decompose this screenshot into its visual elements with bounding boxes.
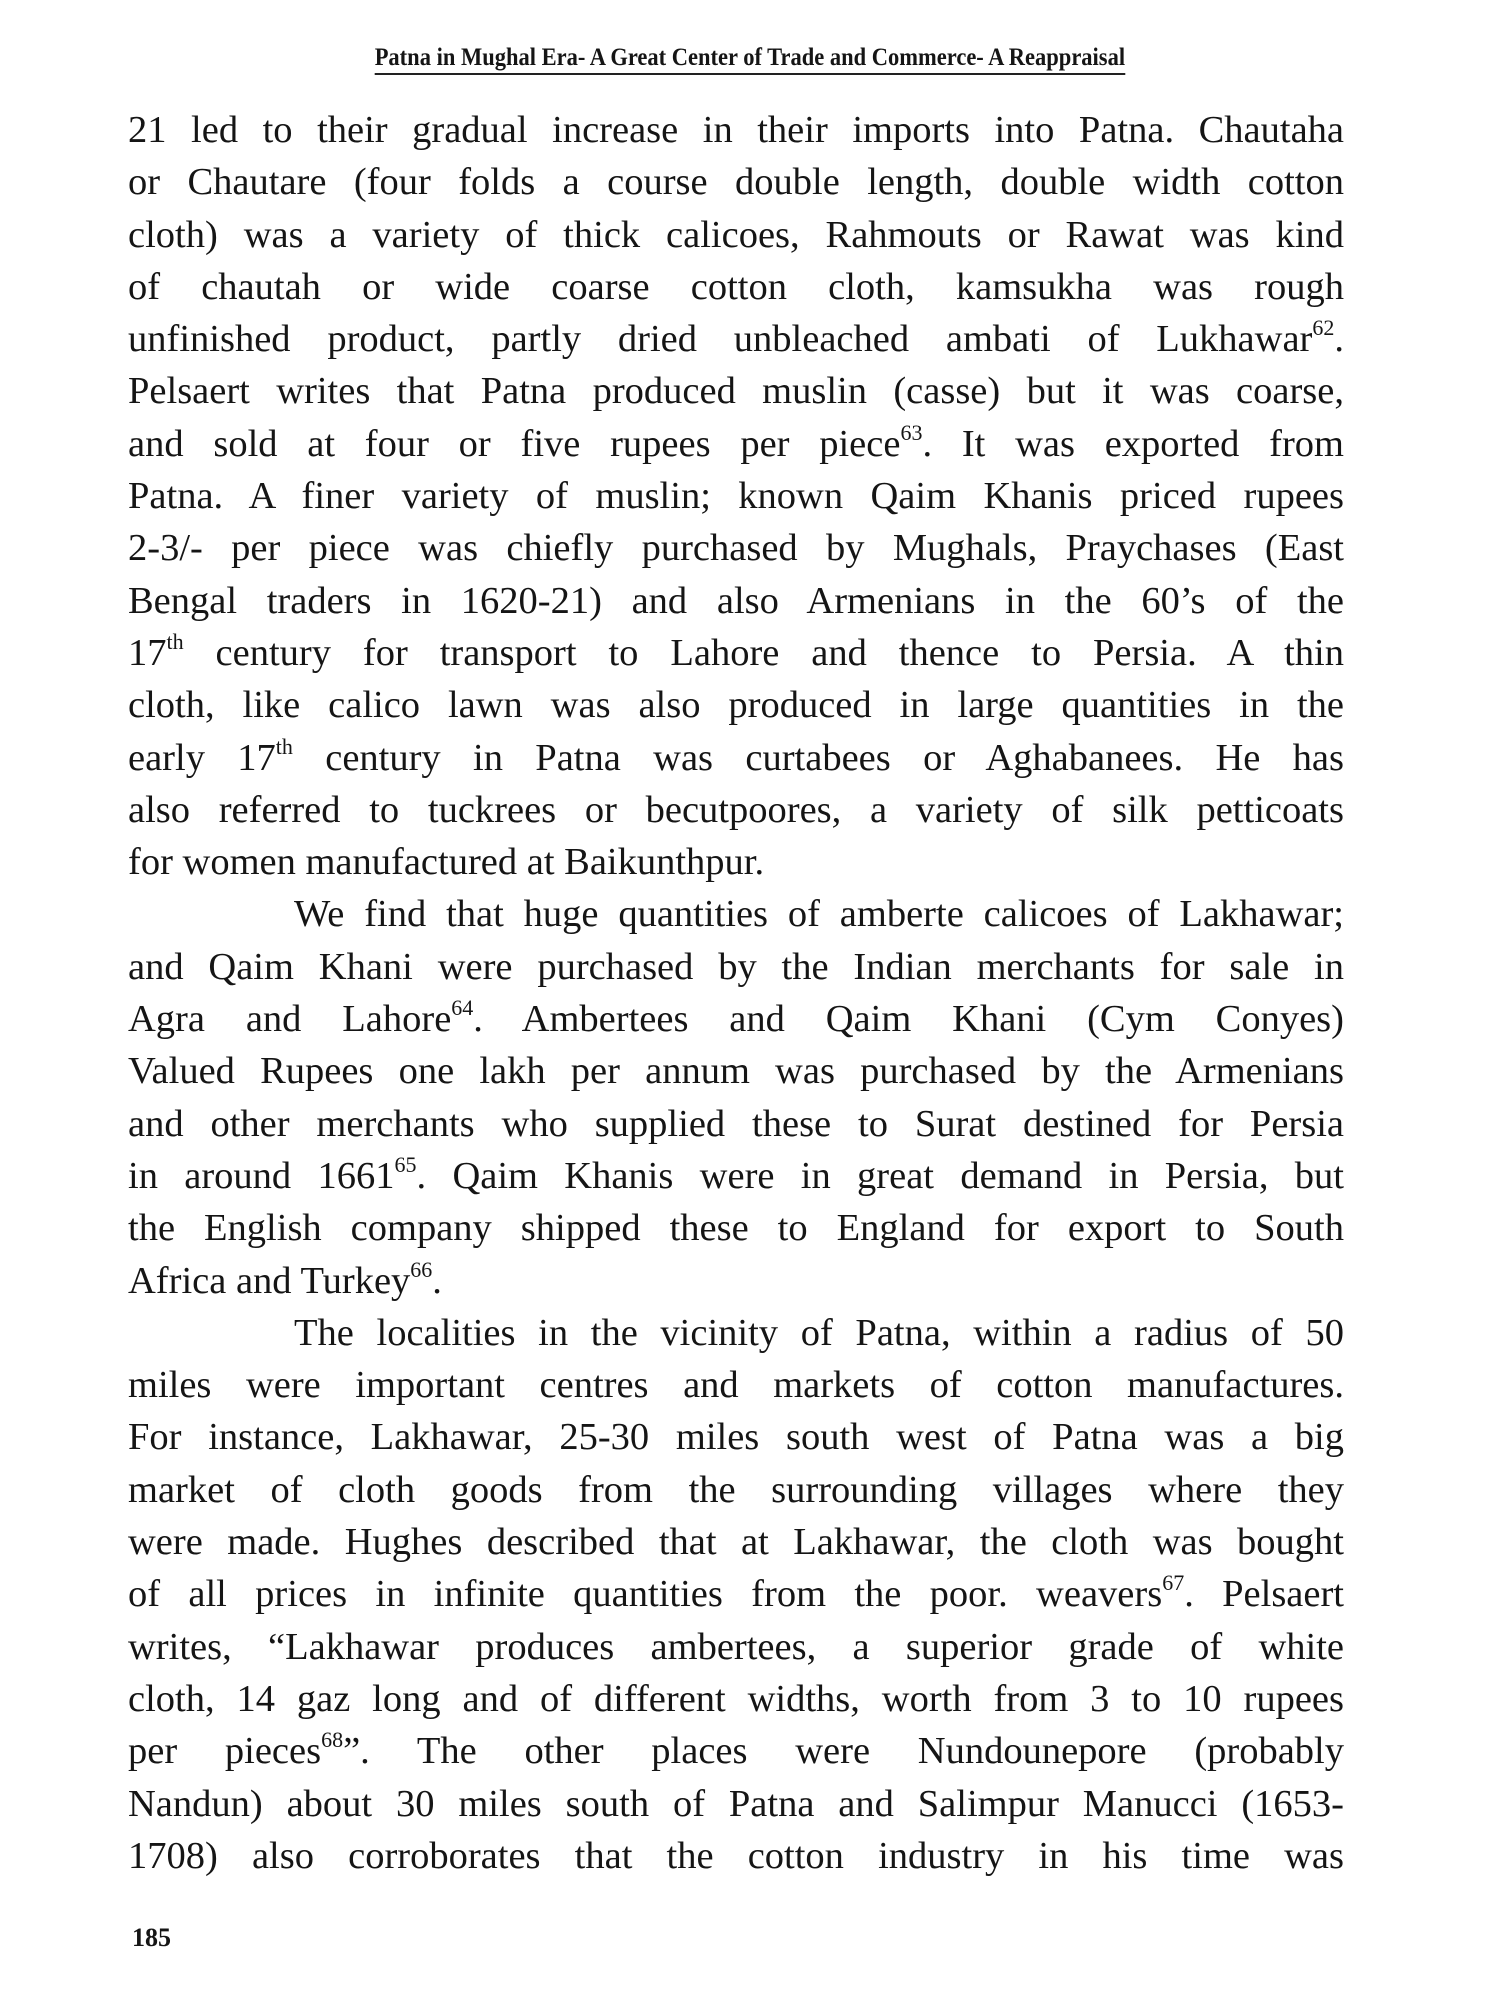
text-segment: and other merchants who supplied these to Surat destined for Persia <box>128 1102 1344 1145</box>
text-segment: . <box>432 1259 442 1302</box>
text-line <box>128 1255 1344 1307</box>
text-segment: per pieces <box>128 1730 322 1773</box>
footnote-marker: 63 <box>900 419 923 445</box>
text-segment: in around 1661 <box>128 1154 395 1197</box>
text-line <box>128 1150 1344 1202</box>
text-line <box>128 627 1344 679</box>
text-segment: ”. The other places were Nundounepore (probably <box>343 1730 1344 1773</box>
text-segment: the English company shipped these to England for export to South <box>128 1207 1344 1250</box>
text-segment: of all prices in infinite quantities from the poor. weavers <box>128 1573 1163 1616</box>
text-segment: also referred to tuckrees or becutpoores, a variety of silk petticoats <box>128 788 1344 831</box>
text-line <box>128 1307 1344 1359</box>
text-segment: Patna. A finer variety of muslin; known Qaim Khanis priced rupees <box>128 475 1344 518</box>
text-line <box>128 1202 1344 1254</box>
footnote-marker: 67 <box>1162 1570 1185 1596</box>
text-segment: 1708) also corroborates that the cotton industry in his time was <box>128 1834 1344 1877</box>
body-text <box>128 104 1344 1882</box>
text-line <box>128 522 1344 574</box>
text-segment: were made. Hughes described that at Lakhawar, the cloth was bought <box>128 1521 1344 1564</box>
text-line <box>128 104 1344 156</box>
text-segment: . Qaim Khanis were in great demand in Persia, but <box>416 1154 1344 1197</box>
text-segment: Agra and Lahore <box>128 998 452 1041</box>
text-line <box>128 1673 1344 1725</box>
text-segment: for women manufactured at Baikunthpur. <box>128 841 765 884</box>
page-number: 185 <box>132 1923 171 1952</box>
text-segment: cloth, 14 gaz long and of different widths, worth from 3 to 10 rupees <box>128 1677 1344 1720</box>
text-segment: and Qaim Khani were purchased by the Indian merchants for sale in <box>128 945 1344 988</box>
text-line <box>128 1725 1344 1777</box>
text-line <box>128 784 1344 836</box>
text-line <box>128 470 1344 522</box>
text-segment: . Ambertees and Qaim Khani (Cym Conyes) <box>473 998 1344 1041</box>
text-segment: Africa and Turkey <box>128 1259 411 1302</box>
text-segment: Pelsaert writes that Patna produced muslin (casse) but it was coarse, <box>128 370 1344 413</box>
footnote-marker: 62 <box>1312 315 1335 341</box>
text-line <box>128 1464 1344 1516</box>
text-line <box>128 313 1344 365</box>
text-segment: market of cloth goods from the surrounding villages where they <box>128 1468 1344 1511</box>
text-line <box>128 1568 1344 1620</box>
text-segment: unfinished product, partly dried unbleached ambati of Lukhawar <box>128 318 1313 361</box>
text-line <box>128 679 1344 731</box>
text-line <box>128 209 1344 261</box>
footnote-marker: th <box>166 628 184 654</box>
text-segment: Valued Rupees one lakh per annum was purchased by the Armenians <box>128 1050 1344 1093</box>
footnote-marker: 65 <box>394 1151 417 1177</box>
text-segment: cloth) was a variety of thick calicoes, Rahmouts or Rawat was kind <box>128 213 1344 256</box>
text-line <box>128 575 1344 627</box>
text-line <box>128 365 1344 417</box>
text-segment: For instance, Lakhawar, 25-30 miles south west of Patna was a big <box>128 1416 1344 1459</box>
running-title: Patna in Mughal Era- A Great Center of Trade and Commerce- A Reappraisal <box>375 44 1125 75</box>
text-segment: Nandun) about 30 miles south of Patna and Salimpur Manucci (1653- <box>128 1782 1344 1825</box>
footnote-marker: th <box>275 733 293 759</box>
text-segment: 2-3/- per piece was chiefly purchased by Mughals, Praychases (East <box>128 527 1344 570</box>
text-line <box>128 418 1344 470</box>
text-segment: writes, “Lakhawar produces ambertees, a superior grade of white <box>128 1625 1344 1668</box>
footnote-marker: 66 <box>410 1256 433 1282</box>
text-line <box>128 836 1344 888</box>
text-line <box>128 1045 1344 1097</box>
text-segment: We find that huge quantities of amberte calicoes of Lakhawar; <box>294 893 1344 936</box>
text-line <box>128 1778 1344 1830</box>
text-segment: . <box>1334 318 1344 361</box>
text-segment: of chautah or wide coarse cotton cloth, kamsukha was rough <box>128 265 1344 308</box>
footnote-marker: 68 <box>321 1727 344 1753</box>
text-line <box>128 1516 1344 1568</box>
text-line <box>128 1411 1344 1463</box>
text-segment: 21 led to their gradual increase in their imports into Patna. Chautaha <box>128 109 1344 151</box>
text-segment: 17 <box>128 631 167 674</box>
text-segment: . It was exported from <box>922 422 1344 465</box>
text-segment: century in Patna was curtabees or Aghabanees. He has <box>292 736 1344 779</box>
text-line <box>128 732 1344 784</box>
text-segment: and sold at four or five rupees per piece <box>128 422 901 465</box>
text-line <box>128 1621 1344 1673</box>
text-segment: early 17 <box>128 736 276 779</box>
text-segment: Bengal traders in 1620-21) and also Armenians in the 60’s of the <box>128 579 1344 622</box>
text-line <box>128 261 1344 313</box>
text-line <box>128 1359 1344 1411</box>
text-segment: miles were important centres and markets of cotton manufactures. <box>128 1364 1344 1407</box>
text-line <box>128 1098 1344 1150</box>
text-line <box>128 156 1344 208</box>
text-segment: century for transport to Lahore and thence to Persia. A thin <box>183 631 1344 674</box>
footnote-marker: 64 <box>451 995 474 1021</box>
text-segment: cloth, like calico lawn was also produced in large quantities in the <box>128 684 1344 727</box>
text-segment: The localities in the vicinity of Patna, within a radius of 50 <box>294 1311 1344 1354</box>
text-line <box>128 993 1344 1045</box>
text-segment: or Chautare (four folds a course double length, double width cotton <box>128 161 1344 204</box>
text-line <box>128 888 1344 940</box>
running-header <box>0 44 1500 75</box>
text-line <box>128 1830 1344 1882</box>
text-segment: . Pelsaert <box>1184 1573 1344 1616</box>
text-line <box>128 941 1344 993</box>
